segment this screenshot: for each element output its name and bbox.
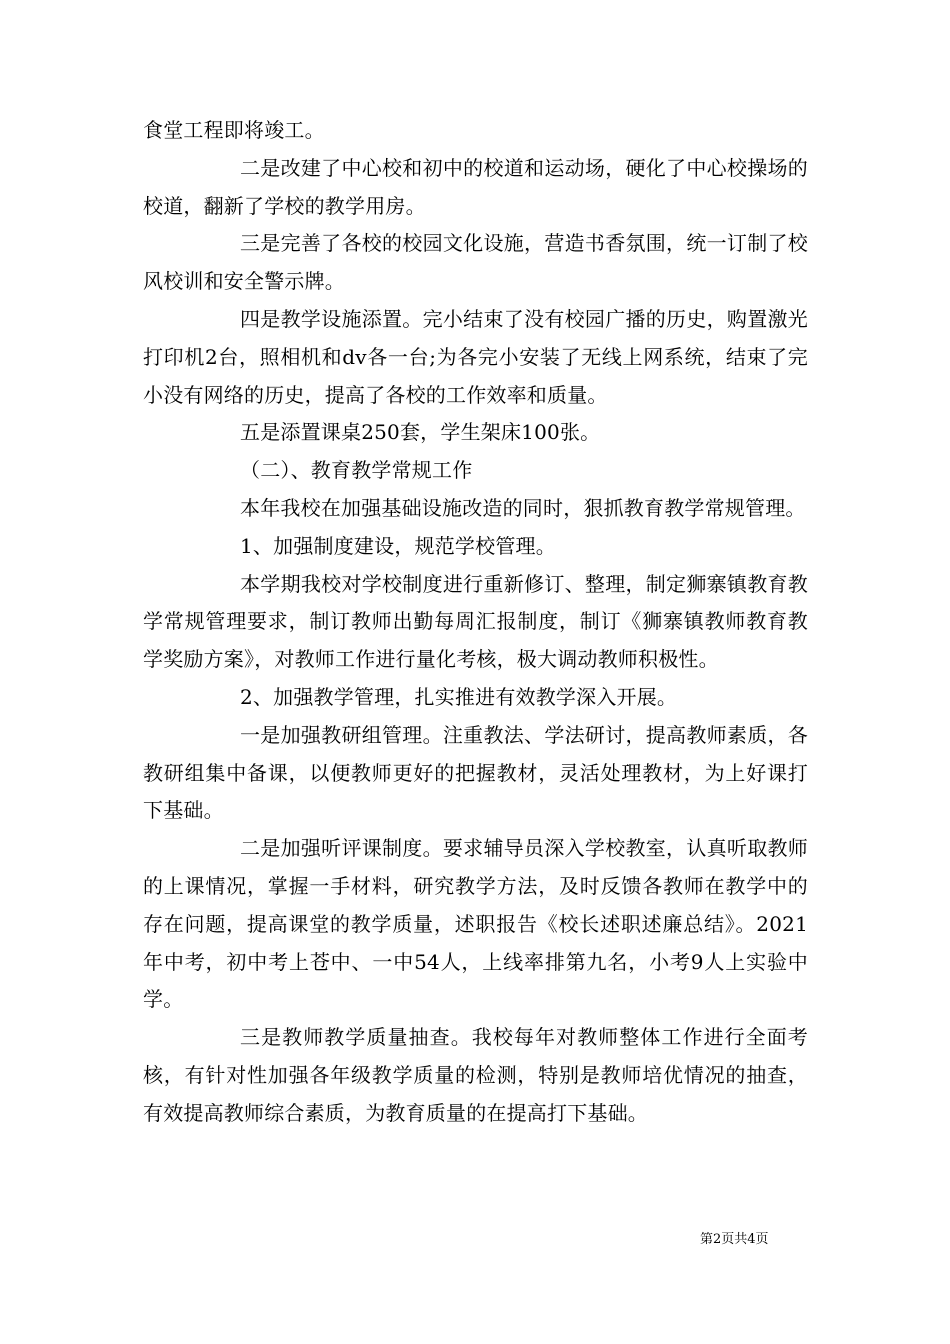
subheading-teaching-management: 2、加强教学管理，扎实推进有效教学深入开展。 xyxy=(240,684,678,709)
paragraph-fifth-desks-beds: 五是添置课桌250套，学生架床100张。 xyxy=(240,420,601,445)
page-number-footer: 第2页共4页 xyxy=(700,1232,769,1247)
subheading-system-construction: 1、加强制度建设，规范学校管理。 xyxy=(240,533,556,558)
paragraph-second-school-roads: 二是改建了中心校和初中的校道和运动场，硬化了中心校操场的校道，翻新了学校的教学用房。 xyxy=(143,155,808,218)
document-body xyxy=(143,112,808,1133)
paragraph-second-lesson-evaluation: 二是加强听评课制度。要求辅导员深入学校教室，认真听取教师的上课情况，掌握一手材料，研究教学方法，及时反馈各教师在教学中的存在问题，提高课堂的教学质量，述职报告《校长述职述廉总结》。2021年中考，初中考上苍中、一中54人，上线率排第九名，小考9人上实验中学。 xyxy=(143,836,808,1012)
paragraph-fourth-teaching-facilities: 四是教学设施添置。完小结束了没有校园广播的历史，购置激光打印机2台，照相机和dv各一台;为各完小安装了无线上网系统，结束了完小没有网络的历史，提高了各校的工作效率和质量。 xyxy=(143,306,808,407)
paragraph-third-quality-check: 三是教师教学质量抽查。我校每年对教师整体工作进行全面考核，有针对性加强各年级教学质量的检测，特别是教师培优情况的抽查，有效提高教师综合素质，为教育质量的在提高打下基础。 xyxy=(143,1025,808,1125)
paragraph-routine-management: 本年我校在加强基础设施改造的同时，狠抓教育教学常规管理。 xyxy=(240,495,806,520)
paragraph-canteen-completion: 食堂工程即将竣工。 xyxy=(143,118,325,142)
paragraph-third-campus-culture: 三是完善了各校的校园文化设施，营造书香氛围，统一订制了校风校训和安全警示牌。 xyxy=(143,231,808,294)
paragraph-first-research-groups: 一是加强教研组管理。注重教法、学法研讨，提高教师素质，各教研组集中备课，以便教师更好的把握教材，灵活处理教材，为上好课打下基础。 xyxy=(143,722,808,823)
paragraph-system-revision: 本学期我校对学校制度进行重新修订、整理，制定狮寨镇教育教学常规管理要求，制订教师出勤每周汇报制度，制订《狮寨镇教师教育教学奖励方案》，对教师工作进行量化考核，极大调动教师积极性。 xyxy=(143,571,808,672)
section-heading-teaching-routine: （二）、教育教学常规工作 xyxy=(240,458,473,483)
